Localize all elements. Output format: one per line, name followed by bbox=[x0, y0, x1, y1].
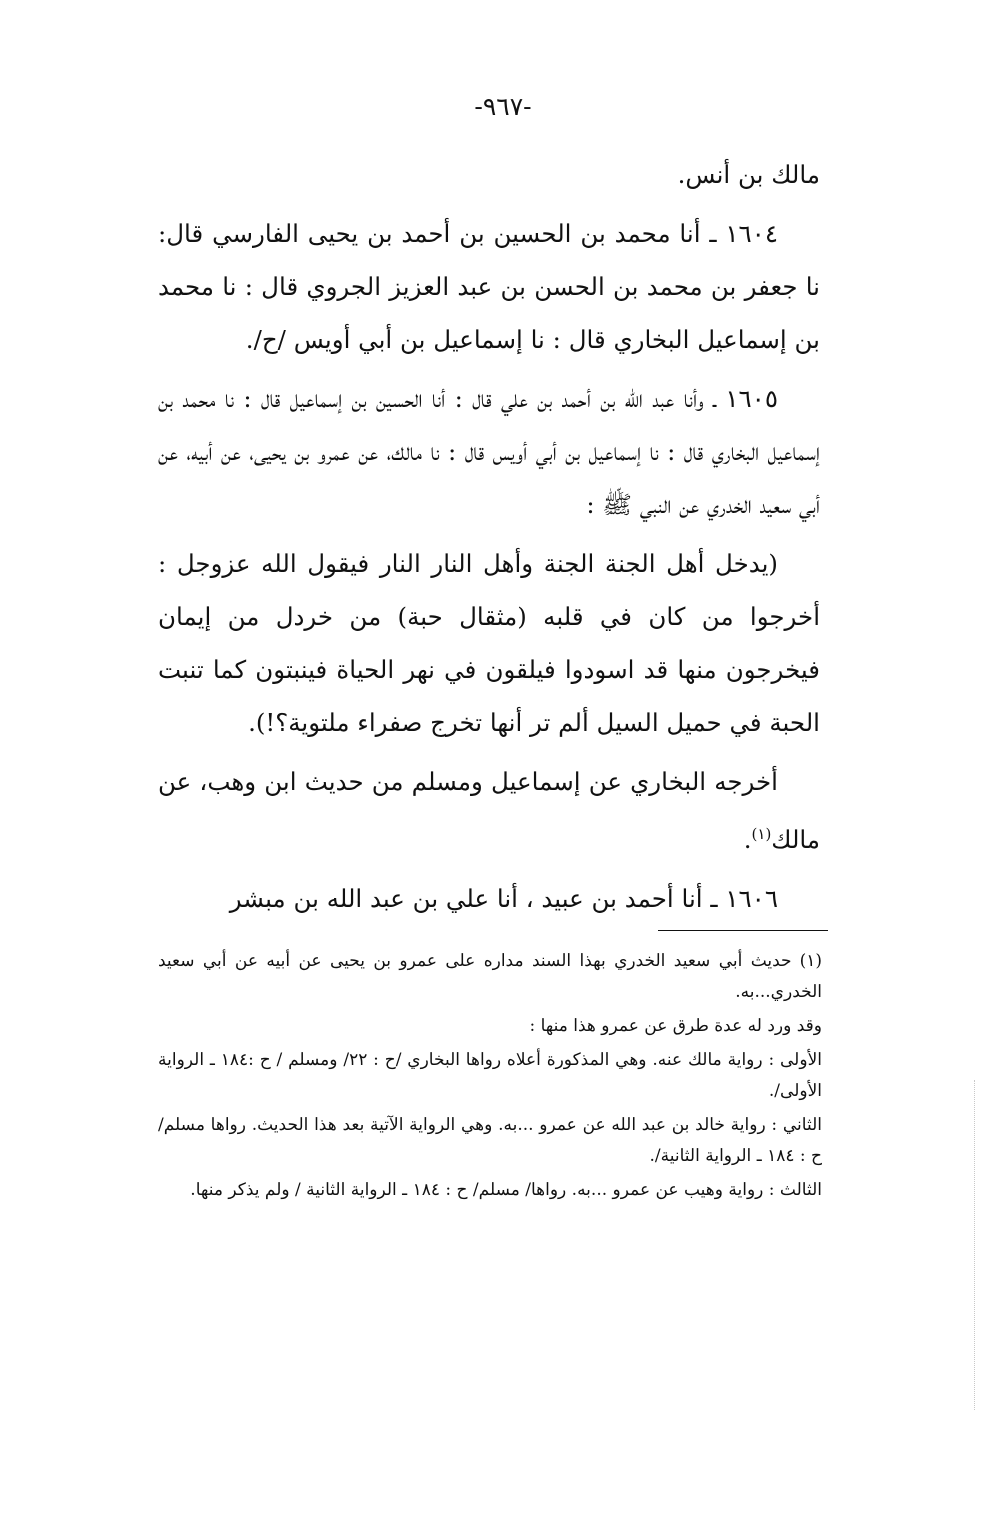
footnote-1 bbox=[158, 946, 822, 1008]
paragraph-hadith-1604: ١٦٠٤ ـ أنا محمد بن الحسين بن أحمد بن يحيى الفارسي قال: نا جعفر بن محمد بن الحسن بن عبد العزيز الجروي قال : نا محمد بن إسماعيل البخاري قال : نا إسماعيل بن أبي أويس /ح/. bbox=[158, 219, 820, 354]
scan-margin-mark bbox=[974, 1080, 975, 1410]
main-text bbox=[158, 148, 820, 931]
takhrij-text: أخرجه البخاري عن إسماعيل ومسلم من حديث ابن وهب، عن مالك bbox=[158, 767, 820, 855]
paragraph-takhrij bbox=[158, 755, 820, 866]
takhrij-end: . bbox=[743, 825, 752, 855]
paragraph-hadith-text: (يدخل أهل الجنة الجنة وأهل النار النار فيقول الله عزوجل : أخرجوا من كان في قلبه (مثقال حبة) من خردل من إيمان فيخرجون منها قد اسودوا فيلقون في نهر الحياة فينبتون كما تنبت الحبة في حميل السيل ألم تر أنها تخرج صفراء ملتوية؟!). bbox=[158, 549, 820, 737]
footnote-marker: (١) bbox=[799, 951, 822, 971]
paragraph-hadith-1605: ١٦٠٥ ـ وأنا عبد الله بن أحمد بن علي قال : أنا الحسين بن إسماعيل قال : نا محمد بن إسماعيل البخاري قال : نا إسماعيل بن أبي أويس قال : نا مالك، عن عمرو بن يحيى، عن أبيه، عن أبي سعيد الخدري عن النبي ﷺ : bbox=[158, 384, 820, 519]
footnote-reference[interactable]: (١) bbox=[751, 825, 772, 843]
paragraph-narrator: مالك بن أنس. bbox=[677, 160, 820, 189]
footnote-divider bbox=[658, 930, 828, 931]
paragraph-hadith-1606: ١٦٠٦ ـ أنا أحمد بن عبيد ، أنا علي بن عبد الله بن مبشر bbox=[229, 884, 778, 914]
footnote-line-5: الثالث : رواية وهيب عن عمرو ...به. رواها/ مسلم/ ح : ١٨٤ ـ الرواية الثانية / ولم يذكر منها. bbox=[190, 1180, 822, 1200]
footnote-line-3: الأولى : رواية مالك عنه. وهي المذكورة أعلاه رواها البخاري /ح : ٢٢/ ومسلم / ح :١٨٤ ـ الرواية الأولى/. bbox=[158, 1050, 822, 1101]
footnote-line-4: الثاني : رواية خالد بن عبد الله عن عمرو ...به. وهي الرواية الآتية بعد هذا الحديث. رواها مسلم/ح : ١٨٤ ـ الرواية الثانية/. bbox=[158, 1115, 822, 1166]
footnote-line-2: وقد ورد له عدة طرق عن عمرو هذا منها : bbox=[529, 1016, 822, 1036]
page-number: -٩٦٧- bbox=[474, 92, 532, 121]
footnotes bbox=[158, 946, 822, 1209]
footnote-1-text: حديث أبي سعيد الخدري بهذا السند مداره على عمرو بن يحيى عن أبيه عن أبي سعيد الخدري...به. bbox=[158, 951, 822, 1002]
